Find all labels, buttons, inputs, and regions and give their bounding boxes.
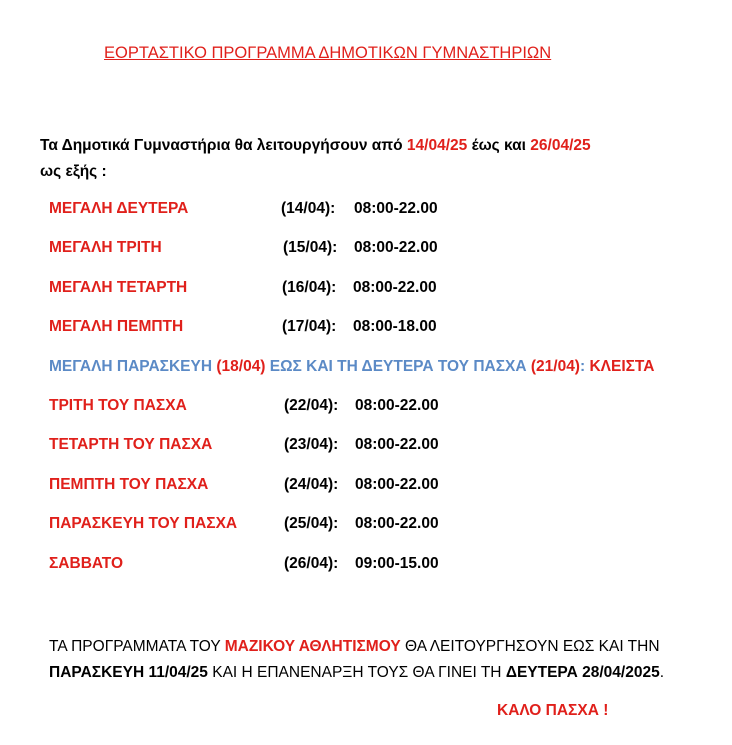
schedule-day: ΤΡΙΤΗ ΤΟΥ ΠΑΣΧΑ <box>49 397 187 414</box>
schedule-hours: 08:00-22.00 <box>355 515 439 532</box>
intro-date-from: 14/04/25 <box>406 137 468 154</box>
closed-colon: : <box>579 358 590 375</box>
schedule-day: ΠΕΜΠΤΗ ΤΟΥ ΠΑΣΧΑ <box>49 476 209 493</box>
schedule-date: (26/04): <box>284 555 339 572</box>
schedule-hours: 08:00-22.00 <box>355 476 439 493</box>
schedule-date: (16/04): <box>282 279 337 296</box>
schedule-hours: 08:00-22.00 <box>355 397 439 414</box>
schedule-day: ΜΕΓΑΛΗ ΠΕΜΠΤΗ <box>49 318 184 335</box>
schedule-hours: 09:00-15.00 <box>355 555 439 572</box>
schedule-hours: 08:00-22.00 <box>355 436 439 453</box>
schedule-day: ΜΕΓΑΛΗ ΔΕΥΤΕΡΑ <box>49 200 189 217</box>
schedule-date: (14/04): <box>281 200 336 217</box>
closed-notice <box>49 358 654 376</box>
note-text: ΤΑ ΠΡΟΓΡΑΜΜΑΤΑ ΤΟΥ <box>49 638 225 655</box>
intro-date-to: 26/04/25 <box>530 137 591 154</box>
closed-date-start: (18/04) <box>216 358 266 375</box>
schedule-hours: 08:00-22.00 <box>353 279 437 296</box>
schedule-date: (24/04): <box>284 476 339 493</box>
schedule-day: ΤΕΤΑΡΤΗ ΤΟΥ ΠΑΣΧΑ <box>49 436 213 453</box>
note-text-3: ΚΑΙ Η ΕΠΑΝΕΝΑΡΞΗ ΤΟΥΣ ΘΑ ΓΙΝΕΙ ΤΗ <box>207 664 506 681</box>
note-end-date: ΠΑΡΑΣΚΕΥΗ 11/04/25 <box>49 664 208 681</box>
closed-status: ΚΛΕΙΣΤΑ <box>589 358 655 375</box>
intro-paragraph <box>40 133 690 185</box>
schedule-day: ΣΑΒΒΑΤΟ <box>49 555 124 572</box>
intro-text: Τα Δημοτικά Γυμναστήρια θα λειτουργήσουν από <box>40 137 407 154</box>
schedule-date: (25/04): <box>284 515 339 532</box>
schedule-date: (22/04): <box>284 397 339 414</box>
intro-text-middle: έως και <box>467 137 531 154</box>
greeting: ΚΑΛΟ ΠΑΣΧΑ ! <box>497 702 609 719</box>
schedule-day: ΜΕΓΑΛΗ ΤΡΙΤΗ <box>49 239 162 256</box>
closed-date-end: (21/04) <box>530 358 580 375</box>
page-title: ΕΟΡΤΑΣΤΙΚΟ ΠΡΟΓΡΑΜΜΑ ΔΗΜΟΤΙΚΩΝ ΓΥΜΝΑΣΤΗΡΙΩΝ <box>104 44 552 62</box>
schedule-date: (23/04): <box>284 436 339 453</box>
note-text-4: . <box>659 664 665 681</box>
mass-sports-note <box>49 634 709 686</box>
schedule-day: ΠΑΡΑΣΚΕΥΗ ΤΟΥ ΠΑΣΧΑ <box>49 515 238 532</box>
note-highlight: ΜΑΖΙΚΟΥ ΑΘΛΗΤΙΣΜΟΥ <box>224 638 401 655</box>
note-text-2: ΘΑ ΛΕΙΤΟΥΡΓΗΣΟΥΝ ΕΩΣ ΚΑΙ ΤΗΝ <box>400 638 660 655</box>
schedule-hours: 08:00-22.00 <box>354 200 438 217</box>
intro-text-after: ως εξής : <box>40 163 107 180</box>
schedule-day: ΜΕΓΑΛΗ ΤΕΤΑΡΤΗ <box>49 279 188 296</box>
schedule-date: (15/04): <box>283 239 338 256</box>
schedule-date: (17/04): <box>282 318 337 335</box>
note-restart-date: ΔΕΥΤΕΡΑ 28/04/2025 <box>505 664 660 681</box>
closed-text-middle: ΕΩΣ ΚΑΙ ΤΗ ΔΕΥΤΕΡΑ ΤΟΥ ΠΑΣΧΑ <box>265 358 531 375</box>
schedule-hours: 08:00-18.00 <box>353 318 437 335</box>
schedule-hours: 08:00-22.00 <box>354 239 438 256</box>
closed-text: ΜΕΓΑΛΗ ΠΑΡΑΣΚΕΥΗ <box>49 358 217 375</box>
